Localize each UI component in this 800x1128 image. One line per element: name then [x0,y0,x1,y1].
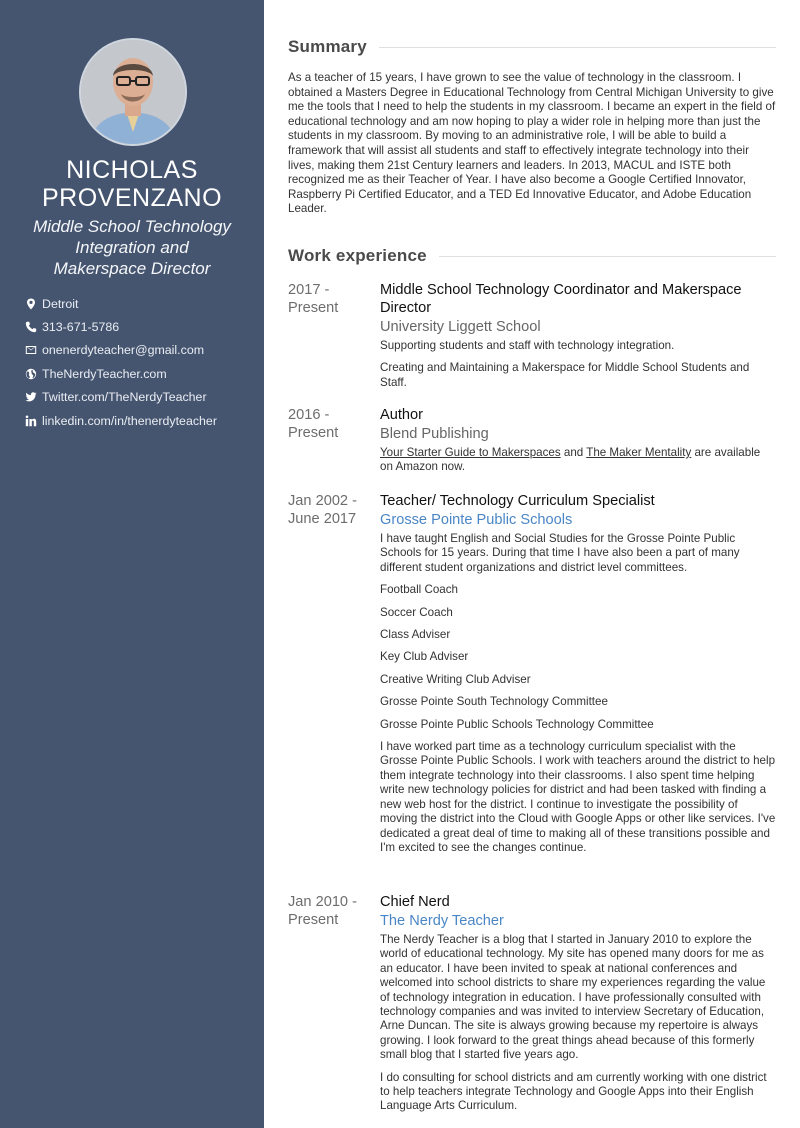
job-title: Teacher/ Technology Curriculum Specialist [380,493,655,509]
summary-heading: Summary [288,37,367,56]
list-item: Soccer Coach [380,605,453,619]
job-description: I do consulting for school districts and am currently working with one district to help teachers integrate Technology and Google Apps into their English Language Arts Curriculum. [380,1070,767,1113]
book-link-starter-guide[interactable]: Your Starter Guide to Makerspaces [380,446,561,459]
contact-twitter-text: Twitter.com/TheNerdyTeacher [42,390,207,405]
job-company: University Liggett School [380,319,541,335]
job-date [288,492,376,528]
job-description: The Nerdy Teacher is a blog that I started in January 2010 to explore the world of educational technology. My site has opened many doors for me as an educator. I have been invited to speak at national conferences and welcomed into school districts to share my experiences regarding the value of technology integration in education. I have professionally consulted with technology companies and was invited to interview Secretary of Education, Arne Duncan. The site is always growing because my repertoire is always growing. I look forward to the great things ahead because of this formerly small blog that I started five years ago. [380,933,766,1062]
job-description [380,446,776,475]
job-date [288,406,376,442]
list-item: Football Coach [380,583,458,597]
role-line-3: Makerspace Director [53,259,211,278]
job-title: Middle School Technology Coordinator and Makerspace Director [380,282,742,316]
job-date-start: 2017 - [288,282,330,298]
name-line-2: PROVENZANO [41,184,223,212]
book-link-maker-mentality[interactable]: The Maker Mentality [586,446,692,459]
job-company: Blend Publishing [380,426,489,442]
contact-email-text: onenerdyteacher@gmail.com [42,343,205,358]
profile-photo-icon [81,40,185,144]
twitter-icon [24,390,38,404]
list-item: Grosse Pointe Public Schools Technology Committee [380,717,654,731]
candidate-role [10,216,254,279]
job-date-end: June 2017 [288,511,357,527]
job-description: Supporting students and staff with technology integration. [380,339,675,352]
name-line-1: NICHOLAS [66,156,198,184]
list-item: Class Adviser [380,628,451,642]
role-line-2: Integration and [75,238,189,257]
job-description: I have worked part time as a technology curriculum specialist with the Grosse Pointe Public Schools. I work with teachers around the district to help them integrate technology into their classrooms. I also spent time helping write new technology policies for district and had been tasked with finding a new web host for the district. I continue to investigate the possibility of moving the district into the Cloud with Google Apps or other like services. I've dedicated a great deal of time to making all of these transitions possible and I'm excited to see the changes continue. [380,740,776,854]
contact-linkedin-text: linkedin.com/in/thenerdyteacher [42,413,217,428]
job-body [380,492,776,863]
list-item: Grosse Pointe South Technology Committee [380,695,608,709]
candidate-name [0,156,264,212]
globe-icon [24,367,38,381]
contact-location [24,292,259,315]
sidebar [0,0,264,1128]
linkedin-icon [24,414,38,428]
list-item: Creative Writing Club Adviser [380,672,531,686]
phone-icon [24,320,38,334]
contact-phone-text: 313-671-5786 [42,320,120,335]
contact-twitter[interactable] [24,386,259,409]
envelope-icon [24,343,38,357]
job-body [380,406,776,483]
work-experience-divider [439,256,776,257]
job-date-end: Present [288,425,339,441]
job-title: Author [380,407,423,423]
summary-divider [379,47,776,48]
contact-list [24,292,259,432]
job-date [288,893,376,929]
contact-phone[interactable] [24,315,259,338]
job-date-end: Present [288,912,339,928]
contact-email[interactable] [24,339,259,362]
job-date-start: Jan 2010 - [288,894,357,910]
availability-text: are available on Amazon now. [380,446,761,474]
job-description: Creating and Maintaining a Makerspace for Middle School Students and Staff. [380,361,750,389]
role-line-1: Middle School Technology [33,217,231,236]
contact-linkedin[interactable] [24,409,259,432]
job-company-link[interactable]: Grosse Pointe Public Schools [380,512,573,528]
conjunction-text: and [560,446,587,459]
summary-text: As a teacher of 15 years, I have grown to see the value of technology in the classroom. I obtained a Masters Degree in Educational Technology from Central Michigan University to give me the tools that I need to help the students in my classroom. I became an expert in the field of educational technology and am now hoping to play a wider role in helping more than just the students in my classroom. By moving to an administrative role, I will be able to build a framework that will assist all students and staff to effectively integrate technology into their lives, making them 21st Century learners and leaders. In 2013, MACUL and ISTE both recognized me as their Teacher of Year. I have also become a Google Certified Innovator, Raspberry Pi Certified Educator, and a TED Ed Innovative Educator, and Adobe Education Leader. [288,71,776,216]
job-description: I have taught English and Social Studies for the Grosse Pointe Public Schools for 15 years. During that time I have also been a part of many different student organizations and district level committees. [380,532,740,574]
location-pin-icon [24,297,38,311]
job-body [380,893,776,1122]
job-date-end: Present [288,300,339,316]
job-date [288,281,376,317]
summary-header [288,37,776,57]
job-company-link[interactable]: The Nerdy Teacher [380,913,504,929]
job-body [380,281,776,398]
job-date-start: 2016 - [288,407,330,423]
job-title: Chief Nerd [380,894,450,910]
job-date-start: Jan 2002 - [288,493,357,509]
list-item: Key Club Adviser [380,650,469,664]
work-experience-header [288,246,776,266]
work-experience-heading: Work experience [288,246,427,265]
contact-location-text: Detroit [42,296,79,311]
contact-website[interactable] [24,362,259,385]
avatar [79,38,187,146]
contact-website-text: TheNerdyTeacher.com [42,366,167,381]
